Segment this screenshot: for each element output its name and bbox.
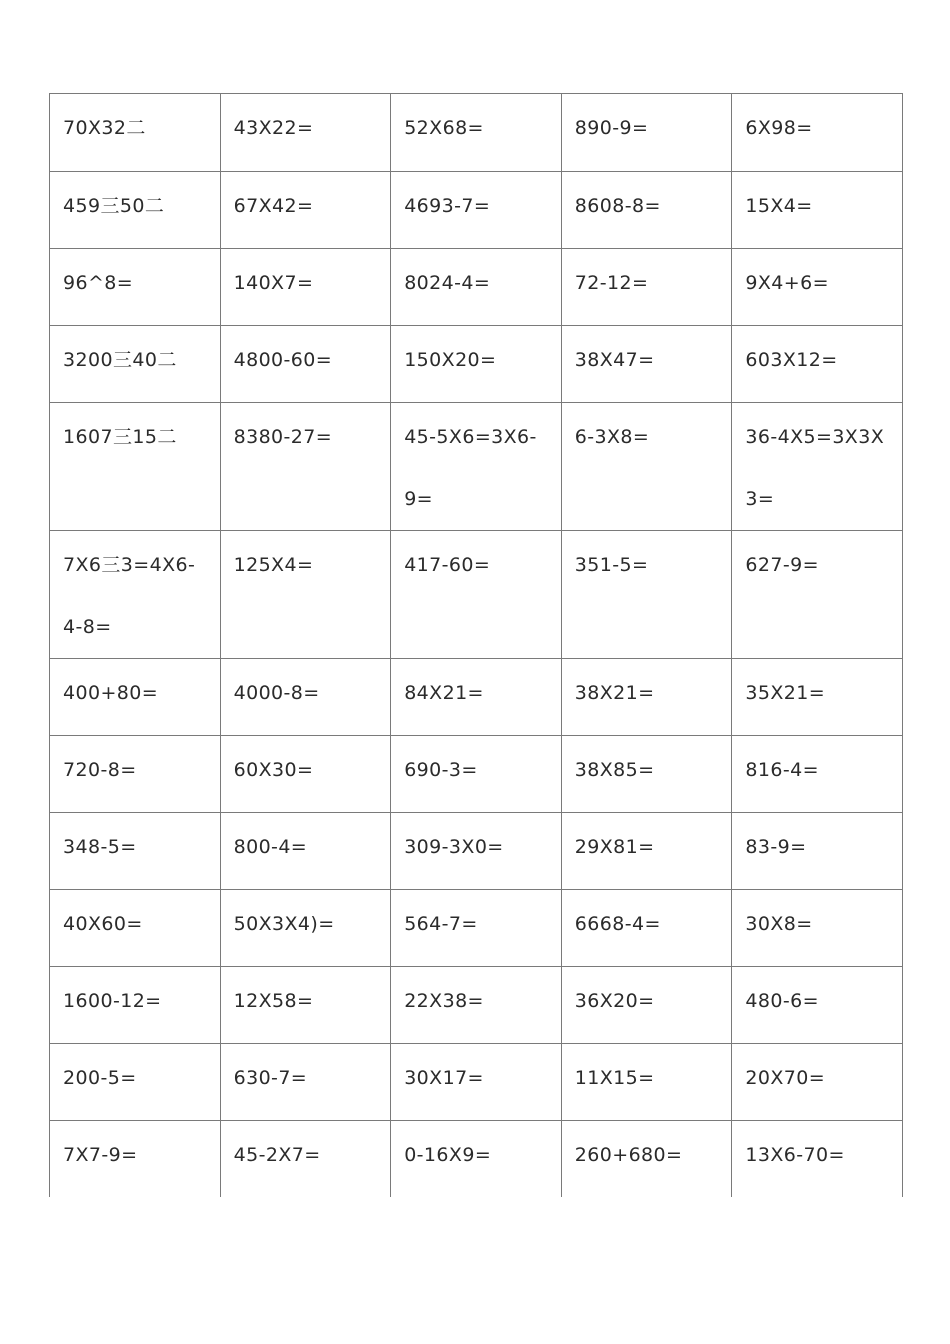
problem-text: 38X47=	[574, 349, 655, 371]
problem-text: 480-6=	[745, 990, 819, 1012]
problem-text: 70X32二	[63, 117, 146, 139]
problem-cell	[561, 1044, 732, 1121]
problem-cell	[732, 967, 903, 1044]
problem-cell	[391, 326, 562, 403]
problem-cell	[391, 1121, 562, 1198]
problem-cell	[561, 736, 732, 813]
problem-text: 603X12=	[745, 349, 838, 371]
problem-cell	[561, 249, 732, 326]
problem-text: 8024-4=	[404, 272, 491, 294]
table-row	[50, 967, 903, 1044]
problem-text: 84X21=	[404, 682, 484, 704]
problem-cell	[50, 326, 221, 403]
problem-text: 67X42=	[233, 195, 314, 217]
problem-cell	[561, 659, 732, 736]
problem-cell	[732, 326, 903, 403]
problem-cell	[220, 1044, 391, 1121]
problem-text: 1607三15二	[63, 426, 177, 448]
problem-text: 83-9=	[745, 836, 807, 858]
problem-cell	[391, 403, 562, 531]
problem-text: 0-16X9=	[404, 1144, 492, 1166]
problem-cell	[732, 172, 903, 249]
problem-cell	[391, 659, 562, 736]
problem-cell	[50, 967, 221, 1044]
table-row	[50, 736, 903, 813]
problem-cell	[391, 172, 562, 249]
table-row	[50, 249, 903, 326]
problem-cell	[732, 659, 903, 736]
problem-cell	[732, 531, 903, 659]
problem-cell	[732, 1044, 903, 1121]
problem-cell	[220, 531, 391, 659]
problem-text: 15X4=	[745, 195, 813, 217]
problem-text: 4000-8=	[233, 682, 320, 704]
problem-cell	[391, 249, 562, 326]
table-row	[50, 813, 903, 890]
problem-text: 72-12=	[574, 272, 649, 294]
problem-cell	[50, 172, 221, 249]
problem-text: 38X85=	[574, 759, 655, 781]
table-row	[50, 94, 903, 172]
problem-text: 30X8=	[745, 913, 813, 935]
problem-text: 13X6-70=	[745, 1144, 845, 1166]
problem-text: 150X20=	[404, 349, 497, 371]
problem-cell	[561, 172, 732, 249]
problem-text: 6X98=	[745, 117, 813, 139]
problem-text: 4693-7=	[404, 195, 491, 217]
problem-cell	[391, 736, 562, 813]
problem-cell	[50, 94, 221, 172]
table-row	[50, 1044, 903, 1121]
problem-text: 20X70=	[745, 1067, 826, 1089]
problem-cell	[732, 890, 903, 967]
problem-cell	[220, 659, 391, 736]
problem-cell	[220, 94, 391, 172]
problem-text: 690-3=	[404, 759, 478, 781]
problem-text: 1600-12=	[63, 990, 162, 1012]
problem-cell	[50, 659, 221, 736]
table-row	[50, 172, 903, 249]
problem-cell	[50, 890, 221, 967]
problem-text: 459三50二	[63, 195, 165, 217]
table-row	[50, 890, 903, 967]
problem-text: 3200三40二	[63, 349, 177, 371]
problem-cell	[391, 890, 562, 967]
problem-text: 8380-27=	[233, 426, 333, 448]
problem-cell	[220, 813, 391, 890]
problem-cell	[391, 94, 562, 172]
problem-cell	[391, 967, 562, 1044]
problem-cell	[561, 813, 732, 890]
problem-cell	[561, 403, 732, 531]
problem-cell	[50, 1121, 221, 1198]
problem-cell	[732, 1121, 903, 1198]
problem-text: 4800-60=	[233, 349, 333, 371]
problem-cell	[220, 1121, 391, 1198]
problem-text: 890-9=	[574, 117, 649, 139]
problem-cell	[561, 1121, 732, 1198]
problem-cell	[561, 890, 732, 967]
problem-cell	[220, 326, 391, 403]
problem-cell	[50, 1044, 221, 1121]
table-row	[50, 403, 903, 531]
problem-cell	[50, 736, 221, 813]
problem-text: 96^8=	[63, 272, 134, 294]
problem-text: 417-60=	[404, 554, 491, 576]
problem-text: 400+80=	[63, 682, 159, 704]
problem-cell	[220, 967, 391, 1044]
problem-cell	[391, 531, 562, 659]
problem-text: 50X3X4)=	[233, 913, 335, 935]
problem-cell	[732, 94, 903, 172]
problem-text: 630-7=	[233, 1067, 308, 1089]
problem-text: 8608-8=	[574, 195, 661, 217]
problem-cell	[220, 172, 391, 249]
problem-text: 309-3X0=	[404, 836, 504, 858]
table-row	[50, 659, 903, 736]
problem-cell	[50, 249, 221, 326]
problem-text: 720-8=	[63, 759, 137, 781]
problem-text: 40X60=	[63, 913, 143, 935]
problem-cell	[561, 326, 732, 403]
problem-cell	[732, 249, 903, 326]
problem-text: 7X6三3=4X6-4-8=	[63, 554, 196, 638]
problem-text: 36-4X5=3X3X3=	[745, 426, 885, 510]
problem-cell	[220, 249, 391, 326]
table-row	[50, 1121, 903, 1198]
table-row	[50, 531, 903, 659]
problem-text: 36X20=	[574, 990, 655, 1012]
problem-text: 564-7=	[404, 913, 478, 935]
arithmetic-worksheet-table	[49, 93, 903, 1197]
table-row	[50, 326, 903, 403]
problem-text: 351-5=	[574, 554, 649, 576]
problem-cell	[732, 813, 903, 890]
problem-text: 816-4=	[745, 759, 819, 781]
problem-cell	[50, 403, 221, 531]
problem-text: 7X7-9=	[63, 1144, 138, 1166]
problem-text: 60X30=	[233, 759, 314, 781]
problem-text: 6668-4=	[574, 913, 661, 935]
problem-text: 45-2X7=	[233, 1144, 321, 1166]
problem-text: 11X15=	[574, 1067, 655, 1089]
problem-cell	[732, 403, 903, 531]
problem-text: 800-4=	[233, 836, 308, 858]
problem-text: 35X21=	[745, 682, 826, 704]
worksheet-page	[49, 93, 902, 1194]
problem-text: 348-5=	[63, 836, 137, 858]
problem-cell	[50, 813, 221, 890]
problem-text: 43X22=	[233, 117, 314, 139]
problem-cell	[561, 967, 732, 1044]
problem-text: 52X68=	[404, 117, 484, 139]
problem-cell	[220, 736, 391, 813]
problem-text: 29X81=	[574, 836, 655, 858]
problem-cell	[561, 94, 732, 172]
problem-cell	[391, 813, 562, 890]
problem-cell	[220, 403, 391, 531]
problem-text: 30X17=	[404, 1067, 484, 1089]
problem-cell	[220, 890, 391, 967]
problem-cell	[561, 531, 732, 659]
problem-cell	[391, 1044, 562, 1121]
problem-text: 200-5=	[63, 1067, 137, 1089]
problem-cell	[732, 736, 903, 813]
problem-text: 12X58=	[233, 990, 314, 1012]
problem-text: 38X21=	[574, 682, 655, 704]
problem-text: 260+680=	[574, 1144, 683, 1166]
problem-text: 9X4+6=	[745, 272, 829, 294]
problem-text: 140X7=	[233, 272, 314, 294]
problem-text: 6-3X8=	[574, 426, 650, 448]
problem-cell	[50, 531, 221, 659]
problem-text: 45-5X6=3X6-9=	[404, 426, 537, 510]
problem-text: 125X4=	[233, 554, 314, 576]
problem-text: 627-9=	[745, 554, 819, 576]
problem-text: 22X38=	[404, 990, 484, 1012]
